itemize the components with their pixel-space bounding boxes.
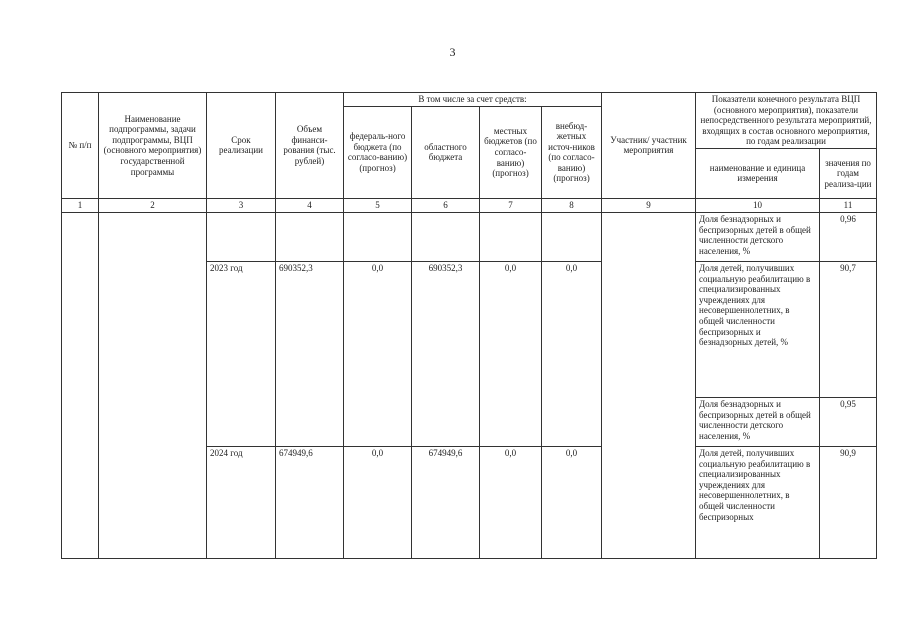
header-indicators: Показатели конечного результата ВЦП (основного мероприятия), показатели непосредственного результата мероприятий, входящих в состав основного мероприятия, по годам реализации — [696, 93, 877, 149]
volume-value: 674949,6 — [276, 446, 344, 558]
federal-value: 0,0 — [344, 261, 412, 446]
header-federal: федераль-ного бюджета (по согласо-ванию) (прогноз) — [344, 106, 412, 198]
cell-federal — [344, 212, 412, 261]
column-number: 2 — [99, 198, 207, 212]
indicator-value: 90,9 — [820, 446, 877, 558]
column-number: 3 — [207, 198, 276, 212]
page-number: 3 — [449, 45, 456, 59]
column-number: 10 — [696, 198, 820, 212]
cell-no — [62, 212, 99, 558]
federal-value: 0,0 — [344, 446, 412, 558]
cell-offbudget — [542, 212, 602, 261]
header-volume: Объем финанси-рования (тыс. рублей) — [276, 93, 344, 199]
header-ind-name: наименование и единица измерения — [696, 148, 820, 198]
header-name: Наименование подпрограммы, задачи подпрограммы, ВЦП (основного мероприятия) государственной программы — [99, 93, 207, 199]
header-row-1 — [62, 93, 877, 107]
indicator-name: Доля безнадзорных и беспризорных детей в общей численности детского населения, % — [696, 212, 820, 261]
column-number: 5 — [344, 198, 412, 212]
indicator-name: Доля детей, получивших социальную реабилитацию в специализированных учреждениях для несовершеннолетних, в общей численности беспризорных — [696, 446, 820, 558]
column-number: 6 — [412, 198, 480, 212]
column-number-row — [62, 198, 877, 212]
header-including: В том числе за счет средств: — [344, 93, 602, 107]
header-local: местных бюджетов (по согласо-ванию) (прогноз) — [480, 106, 542, 198]
indicator-value: 0,96 — [820, 212, 877, 261]
column-number: 7 — [480, 198, 542, 212]
column-number: 1 — [62, 198, 99, 212]
offbudget-value: 0,0 — [542, 261, 602, 446]
regional-value: 674949,6 — [412, 446, 480, 558]
year-label: 2024 год — [207, 446, 276, 558]
column-number: 4 — [276, 198, 344, 212]
header-ind-values: значения по годам реализа-ции — [820, 148, 877, 198]
column-number: 9 — [602, 198, 696, 212]
volume-value: 690352,3 — [276, 261, 344, 446]
indicator-name: Доля детей, получивших социальную реабилитацию в специализированных учреждениях для несовершеннолетних, в общей численности беспризорных и безнадзорных детей, % — [696, 261, 820, 397]
column-number: 11 — [820, 198, 877, 212]
local-value: 0,0 — [480, 446, 542, 558]
header-regional: областного бюджета — [412, 106, 480, 198]
indicator-value: 90,7 — [820, 261, 877, 397]
cell-term — [207, 212, 276, 261]
cell-local — [480, 212, 542, 261]
cell-participant — [602, 212, 696, 558]
cell-name — [99, 212, 207, 558]
financing-table — [61, 92, 877, 559]
header-offbudget: внебюд-жетных источ-ников (по согласо-ванию) (прогноз) — [542, 106, 602, 198]
table-row — [62, 212, 877, 261]
header-participant: Участник/ участник мероприятия — [602, 93, 696, 199]
cell-volume — [276, 212, 344, 261]
regional-value: 690352,3 — [412, 261, 480, 446]
header-no: № п/п — [62, 93, 99, 199]
offbudget-value: 0,0 — [542, 446, 602, 558]
header-term: Срок реализации — [207, 93, 276, 199]
indicator-value: 0,95 — [820, 397, 877, 446]
year-label: 2023 год — [207, 261, 276, 446]
local-value: 0,0 — [480, 261, 542, 446]
cell-regional — [412, 212, 480, 261]
indicator-name: Доля безнадзорных и беспризорных детей в общей численности детского населения, % — [696, 397, 820, 446]
column-number: 8 — [542, 198, 602, 212]
